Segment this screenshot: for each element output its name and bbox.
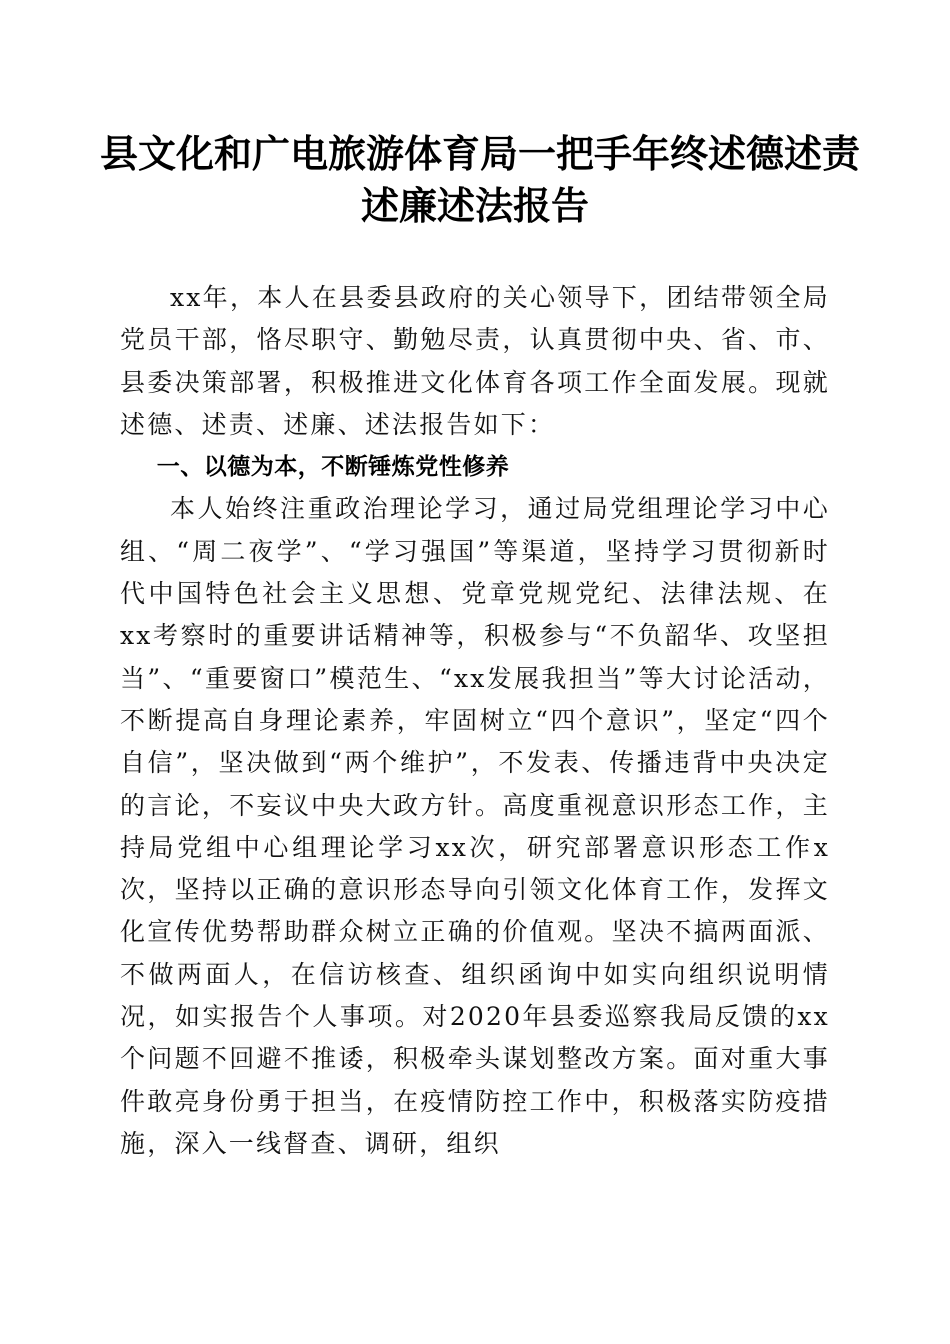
title-line-2: 述廉述法报告 [360, 183, 589, 228]
section-1-paragraph: 本人始终注重政治理论学习，通过局党组理论学习中心组、“周二夜学”、“学习强国”等渠道，坚持学习贯彻新时代中国特色社会主义思想、党章党规党纪、法律法规、在xx考察时的重要讲话精神等，积极参与“不负韶华、攻坚担当”、“重要窗口”模范生、“xx发展我担当”等大讨论活动，不断提高自身理论素养，牢固树立“四个意识”，坚定“四个自信”，坚决做到“两个维护”，不发表、传播违背中央决定的言论，不妄议中央大政方针。高度重视意识形态工作，主持局党组中心组理论学习xx次，研究部署意识形态工作x次，坚持以正确的意识形态导向引领文化体育工作，发挥文化宣传优势帮助群众树立正确的价值观。坚决不搞两面派、不做两面人，在信访核查、组织函询中如实向组织说明情况，如实报告个人事项。对2020年县委巡察我局反馈的xx个问题不回避不推诿，积极牵头谋划整改方案。面对重大事件敢亮身份勇于担当，在疫情防控工作中，积极落实防疫措施，深入一线督查、调研，组织 [120, 494, 830, 1158]
document-body [120, 277, 830, 1165]
title-line-1: 县文化和广电旅游体育局一把手年终述德述责 [100, 131, 861, 176]
section-heading-1: 一、以德为本，不断锤炼党性修养 [156, 454, 510, 481]
document-title [100, 128, 861, 232]
intro-paragraph: xx年，本人在县委县政府的关心领导下，团结带领全局党员干部，恪尽职守、勤勉尽责，认真贯彻中央、省、市、县委决策部署，积极推进文化体育各项工作全面发展。现就述德、述责、述廉、述法报告如下： [120, 283, 830, 439]
